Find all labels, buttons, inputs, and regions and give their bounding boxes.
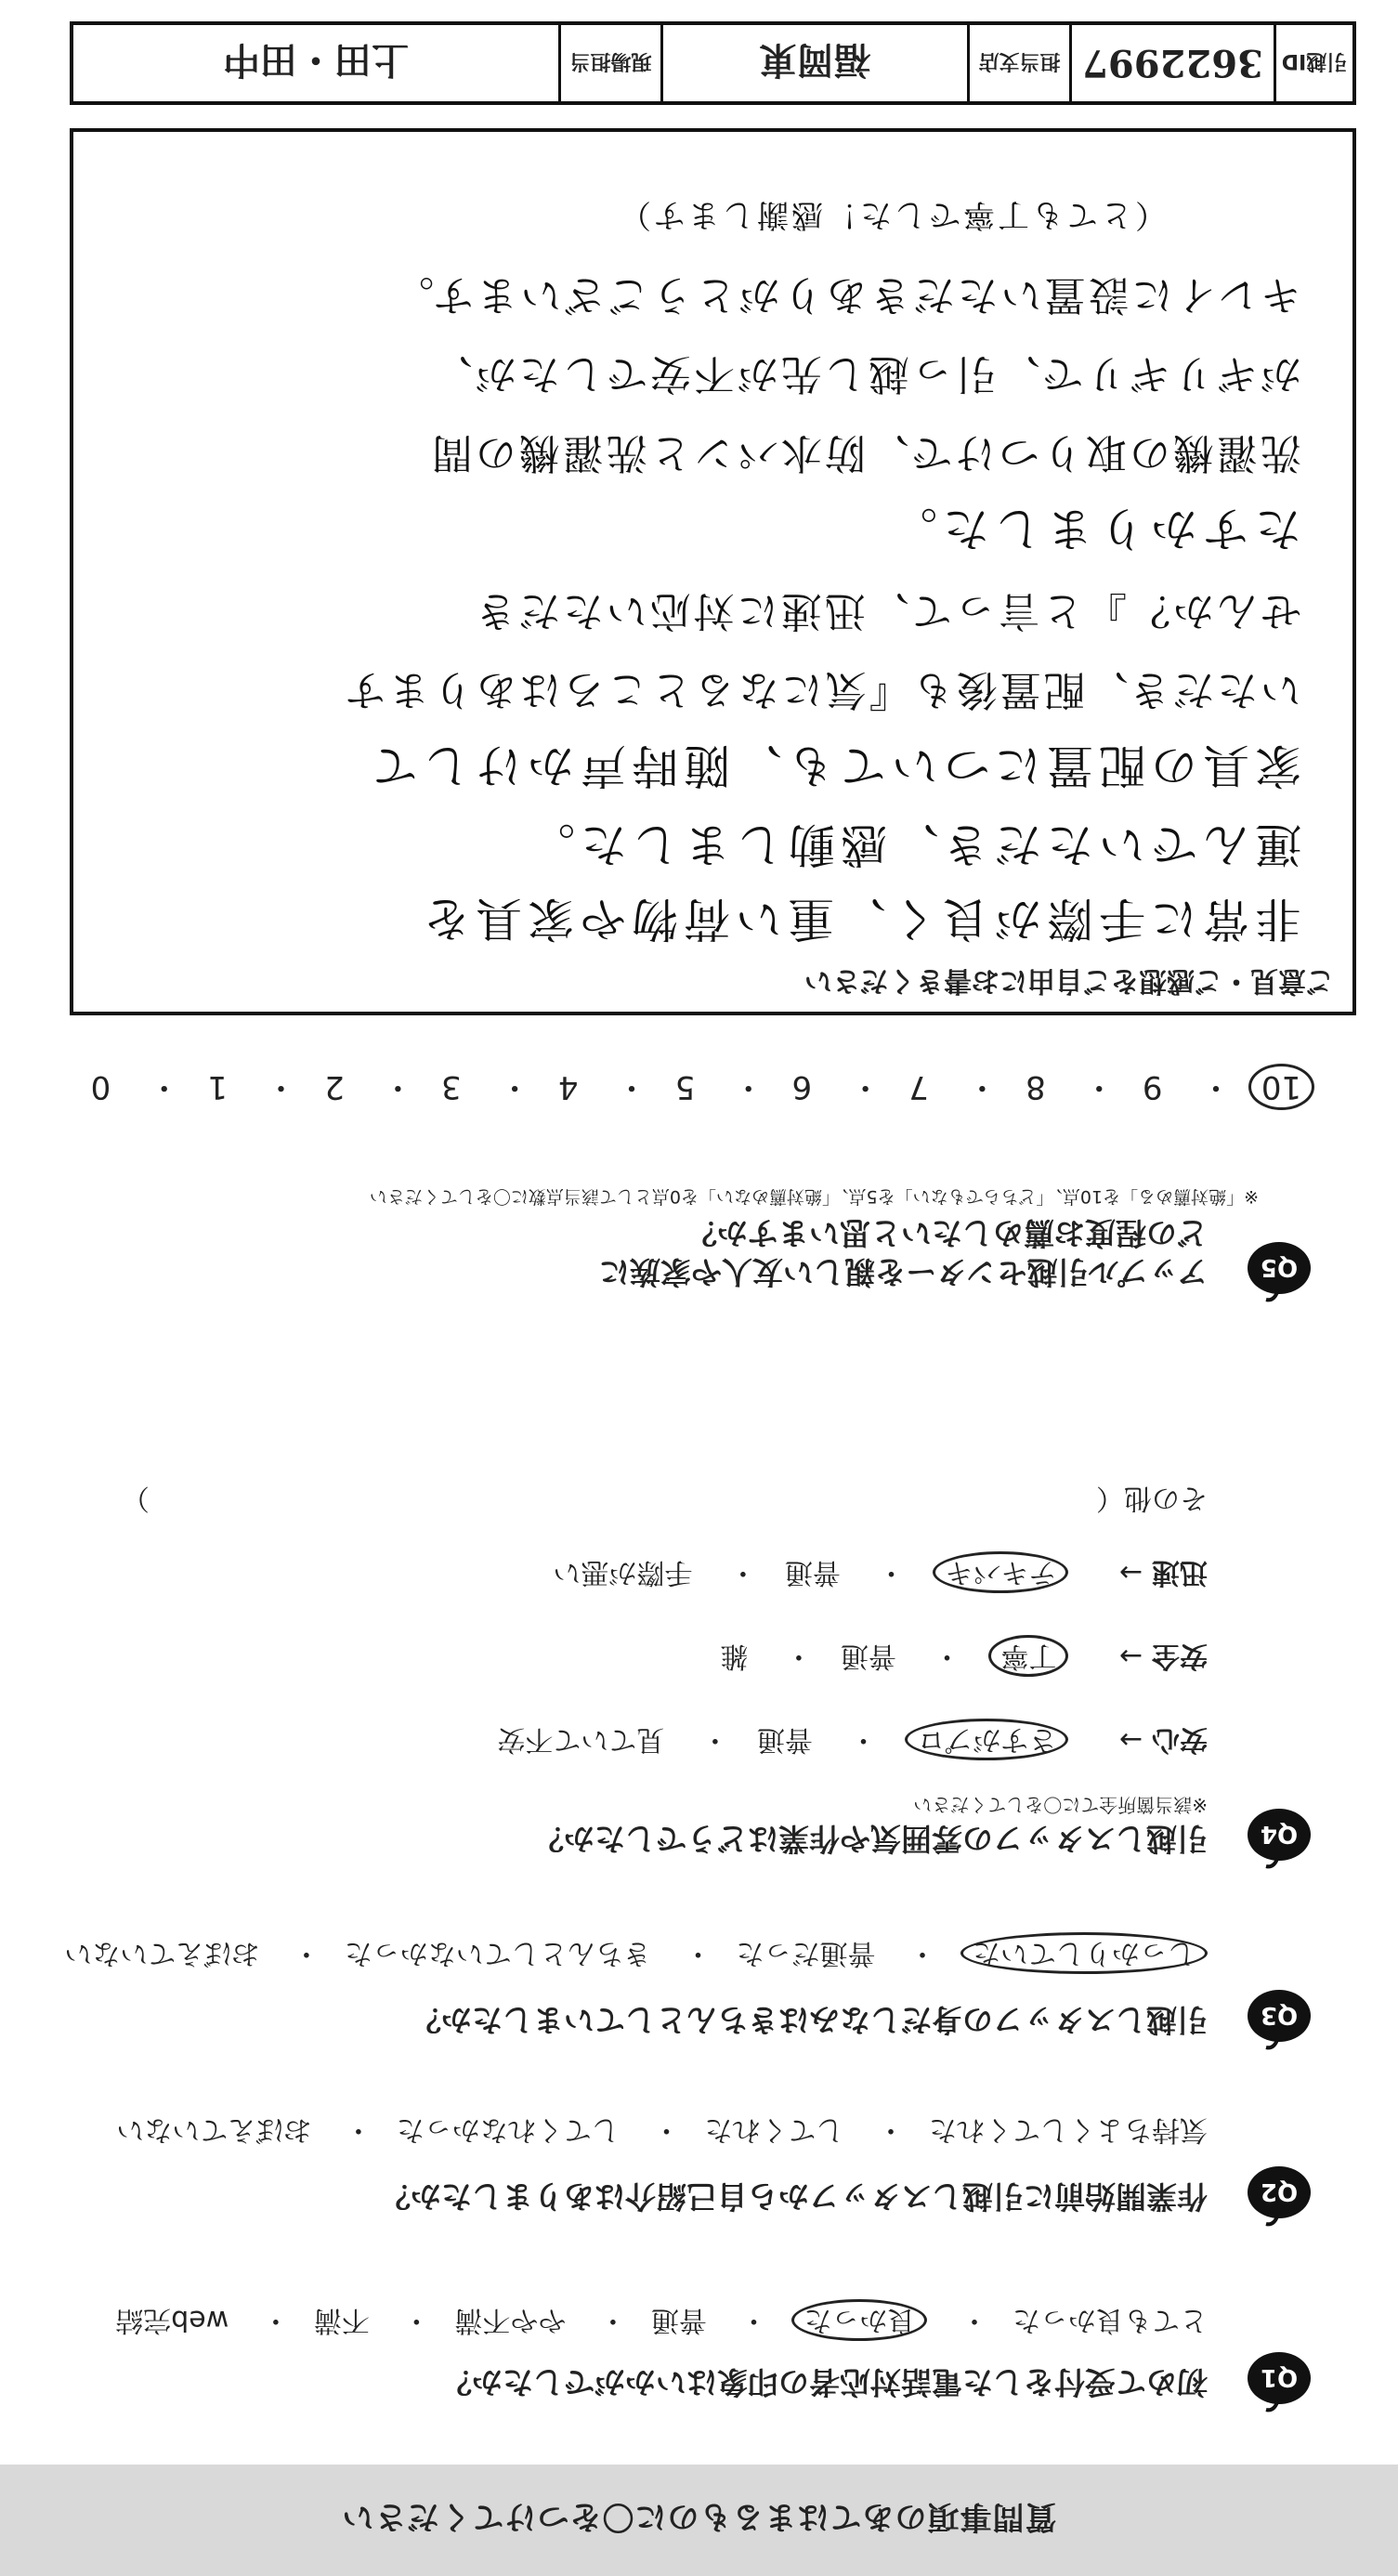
q4-option-efficient[interactable]: テキパキ — [933, 1551, 1068, 1593]
question-4-note: ※該当箇所全てに〇をしてください — [913, 1794, 1208, 1816]
q2-option-did[interactable]: してくれた — [704, 2113, 844, 2146]
q2-option-pleasant[interactable]: 気持ちよくしてくれた — [929, 2113, 1208, 2146]
q1-option-somewhat-dissatisfied[interactable]: やや不満 — [454, 2304, 567, 2336]
comment-line: がギリギリで、引っ越し先が不安でしたが、 — [428, 350, 1301, 398]
q4-option-uneasy[interactable]: 見ていて不安 — [497, 1723, 665, 1756]
question-2-options: 気持ちよくしてくれた・ してくれた・ してくれなかった・ おぼえていない — [116, 2113, 1208, 2146]
comment-line: 非常に手際が良く、重い荷物や家具を — [418, 892, 1301, 946]
q4-option-pro[interactable]: さすがプロ — [905, 1719, 1068, 1760]
comments-box — [70, 128, 1356, 1015]
q4-option-normal[interactable]: 普通 — [756, 1723, 813, 1756]
svg-text:Q1: Q1 — [1260, 2363, 1299, 2391]
svg-text:Q2: Q2 — [1260, 2177, 1299, 2205]
svg-text:Q3: Q3 — [1260, 2001, 1299, 2029]
svg-text:Q4: Q4 — [1260, 1820, 1299, 1848]
q1-option-very-good[interactable]: とても良かった — [1013, 2304, 1208, 2336]
svg-text:Q5: Q5 — [1260, 1253, 1299, 1281]
question-1 — [33, 2265, 1314, 2413]
question-5-note: ※「絶対薦める」を10点、「どちらでもない」を5点、「絶対薦めない」を0点として該当点数に〇をしてください — [369, 1186, 1259, 1207]
q4-row-label: 迅速 — [1152, 1556, 1208, 1589]
q2-option-did-not[interactable]: してくれなかった — [396, 2113, 620, 2146]
q1-option-web[interactable]: web完結 — [115, 2304, 229, 2336]
comment-line: 運んでいただき、感動しました。 — [523, 817, 1301, 871]
q3-option-not-neat[interactable]: きちんとしていなかった — [344, 1937, 651, 1969]
q4-option-careful[interactable]: 丁寧 — [988, 1635, 1068, 1677]
question-5-title-line2: どの程度お薦めしたいと思いますか？ — [686, 1215, 1208, 1251]
question-2 — [33, 2079, 1314, 2228]
question-4 — [33, 1480, 1314, 1870]
question-4-title: 引越しスタッフの雰囲気や作業はどうでしたか？ — [533, 1821, 1208, 1857]
q4-row-other — [0, 1481, 1208, 1522]
question-3-title: 引越しスタッフの身だしなみはきちんとしていましたか？ — [411, 2002, 1208, 2038]
scale-5[interactable]: 5 — [674, 1068, 696, 1105]
apple-question-icon — [1240, 2163, 1314, 2228]
question-3 — [33, 1903, 1314, 2051]
scale-9[interactable]: 9 — [1142, 1068, 1163, 1105]
q1-option-dissatisfied[interactable]: 不満 — [313, 2304, 370, 2336]
q4-row-speed: 迅速→ テキパキ・ 普通・ 手際が悪い — [553, 1555, 1208, 1596]
question-1-title: 初めて受付をした電話対応者の印象はいかがでしたか？ — [441, 2364, 1208, 2400]
q4-option-rough[interactable]: 雑 — [720, 1640, 749, 1672]
comment-line: キレイに設置いただきありがとうございます。 — [390, 271, 1301, 319]
lead-label: 現場担当 — [558, 25, 660, 101]
scale-6[interactable]: 6 — [791, 1068, 813, 1105]
apple-question-icon — [1240, 1986, 1314, 2051]
question-5-title: アップル引越センターを親しい友人や家族に — [598, 1254, 1208, 1290]
lead-value: 上田・田中 — [223, 38, 409, 83]
scale-0[interactable]: 0 — [90, 1068, 111, 1105]
scale-10[interactable]: 10 — [1248, 1064, 1314, 1110]
branch-label: 担当支店 — [967, 25, 1069, 101]
comments-header: ご意見・ご感想をご自由にお書きください — [804, 964, 1334, 997]
question-5 — [33, 1118, 1314, 1303]
scale-8[interactable]: 8 — [1026, 1068, 1046, 1105]
q4-other-label: その他（ — [1096, 1482, 1208, 1514]
q4-row-safety-feeling: 安心→ さすがプロ・ 普通・ 見ていて不安 — [497, 1722, 1208, 1763]
scale-1[interactable]: 1 — [207, 1068, 229, 1105]
q3-option-dont-remember[interactable]: おぼえていない — [64, 1937, 260, 1969]
branch-value: 福岡東 — [660, 25, 967, 101]
q1-option-good[interactable]: 良かった — [791, 2299, 927, 2341]
question-2-title: 作業開始前に引越しスタッフから自己紹介はありましたか？ — [380, 2178, 1208, 2215]
scale-7[interactable]: 7 — [908, 1068, 929, 1105]
id-label: 引越ID — [1274, 25, 1352, 101]
scale-4[interactable]: 4 — [557, 1068, 579, 1105]
apple-question-icon — [1240, 2348, 1314, 2413]
apple-question-icon — [1240, 1805, 1314, 1870]
scale-3[interactable]: 3 — [441, 1068, 462, 1105]
apple-question-icon — [1240, 1238, 1314, 1303]
q4-option-normal[interactable]: 普通 — [784, 1556, 841, 1589]
question-1-options: とても良かった・ 良かった・ 普通・ やや不満・ 不満・ web完結 — [115, 2303, 1208, 2344]
info-bar — [70, 21, 1356, 105]
comment-line: 家具の配置についても、随時声かけして — [366, 739, 1301, 792]
q3-option-neat[interactable]: しっかりしていた — [960, 1932, 1208, 1974]
scale-2[interactable]: 2 — [324, 1068, 345, 1105]
comment-line: 洗濯機の取りつけで、防水パンと洗濯機の間 — [428, 429, 1301, 477]
q4-row-label: 安心 — [1152, 1723, 1208, 1756]
id-value: 3622997 — [1069, 25, 1274, 101]
comment-line: （とても丁寧でした！感謝します） — [617, 196, 1167, 233]
q4-option-normal[interactable]: 普通 — [840, 1640, 896, 1672]
question-3-options: しっかりしていた・ 普通だった・ きちんとしていなかった・ おぼえていない — [64, 1936, 1208, 1977]
q4-row-label: 安全 — [1152, 1640, 1208, 1672]
instructions-band — [0, 2465, 1398, 2576]
q4-other-close: ） — [121, 1482, 150, 1514]
q1-option-normal[interactable]: 普通 — [650, 2304, 707, 2336]
q4-row-safety: 安全→ 丁寧・ 普通・ 雑 — [720, 1639, 1208, 1680]
q4-option-clumsy[interactable]: 手際が悪い — [553, 1556, 693, 1589]
recommend-scale: 10・ 9・ 8・ 7・ 6・ 5・ 4・ 3・ 2・ 1・ 0 — [80, 1064, 1314, 1113]
comment-line: いただき、配置後も『気になるところはあります — [342, 666, 1301, 713]
comment-line: たすかりました。 — [885, 502, 1301, 556]
comment-line: せんか？』と言って、迅速に対応いただき — [472, 587, 1301, 634]
q2-option-dont-remember[interactable]: おぼえていない — [116, 2113, 312, 2146]
q3-option-normal[interactable]: 普通だった — [736, 1937, 876, 1969]
instructions-text: 質問事項のあてはまるものに〇をつけてください — [341, 2498, 1057, 2536]
